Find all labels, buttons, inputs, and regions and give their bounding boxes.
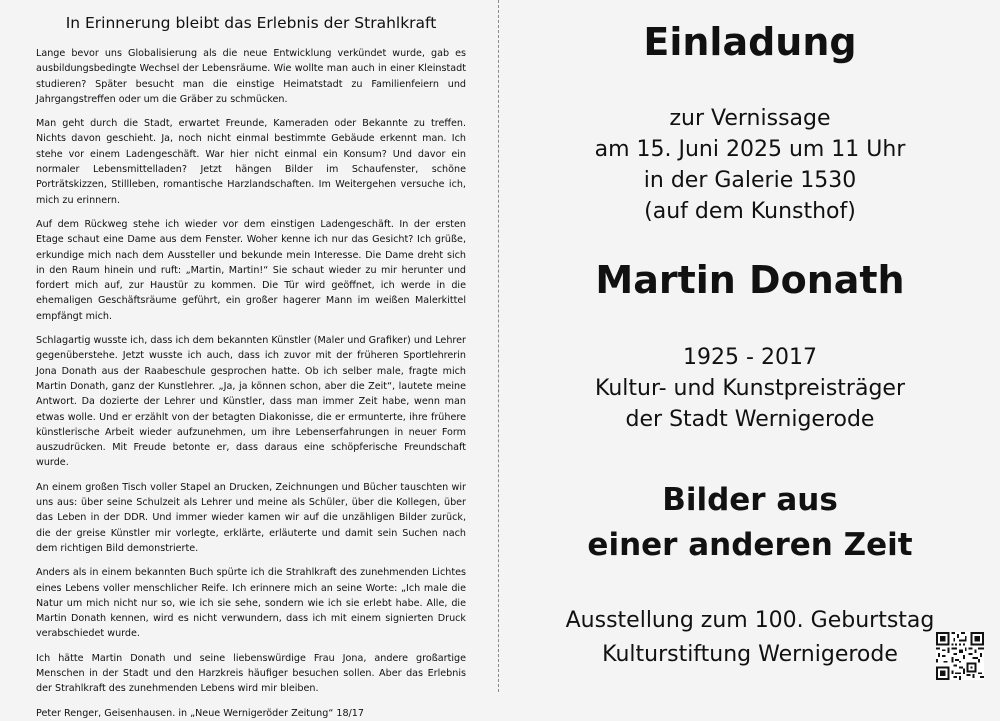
foundation-name: Kulturstiftung Wernigerode [602,642,898,667]
vernissage-details [500,103,1000,227]
exhibition-occasion: Ausstellung zum 100. Geburtstag [565,608,935,633]
invitation-footer [500,604,1000,672]
article-paragraph: An einem großen Tisch voller Stapel an Drucken, Zeichnungen und Bücher tauschten wir uns aus: über seine Schulzeit als Lehrer und meine als Schüler, über die Kollegen, über das Leben in der DDR. Und immer wieder kamen wir auf die unzähligen Bilder zurück, die der greise Künstler mir vorlegte, erklärte, erläuterte und damit sein Suchen nach dem richtigen Bild demonstrierte. [36,481,466,554]
artist-award-city: der Stadt Wernigerode [625,407,875,432]
exhibition-title-line: einer anderen Zeit [587,527,913,563]
artist-name: Martin Donath [595,258,905,302]
artist-lifespan: 1925 - 2017 [683,345,817,370]
article-title: In Erinnerung bleibt das Erlebnis der Strahlkraft [65,14,437,32]
article-paragraph: Schlagartig wusste ich, dass ich dem bekannten Künstler (Maler und Grafiker) und Lehrer gegenüberstehe. Jetzt wusste ich auch, dass ich zuvor mit der früheren Sportlehrerin Jona Donath aus der Raabeschule gesprochen hatte. Ob ich selber male, fragte mich Martin Donath, ganz der Kunstlehrer. „Ja, ja können schon, aber die Zeit“, lautete meine Antwort. Da dozierte der Lehrer und Künstler, dass man immer Zeit habe, wenn man etwas wolle. Und er erzählt von der betagten Diakonisse, die er ermunterte, ihre frühere künstlerische Arbeit wieder aufzunehmen, um ihre Lebenserfahrungen in neuer Form auszudrücken. Mit Freude betonte er, dass daraus eine schöpferische Freundschaft wurde. [36,335,466,469]
fold-divider [498,0,499,692]
invitation-panel [500,0,1000,692]
article-paragraph: Auf dem Rückweg stehe ich wieder vor dem einstigen Ladengeschäft. In der ersten Etage schaut eine Dame aus dem Fenster. Woher kenne ich nur das Gesicht? Ich grüße, erkundige mich nach dem Aussteller und bekunde mein Interesse. Die Dame dreht sich in den Raum hinein und ruft: „Martin, Martin!“ Sie schaut wieder zu mir herunter und fordert mich auf, zur Haustür zu kommen. Die Tür wird geöffnet, ich werde in die ehemaligen Geschäftsräume geführt, ein großer hagerer Mann im weißen Malerkittel empfängt mich. [36,218,466,322]
article-paragraph: Ich hätte Martin Donath und seine liebenswürdige Frau Jona, andere großartige Menschen in der Stadt und den Harzkreis häufiger besuchen sollen. Aber das Erlebnis der Strahlkraft des zunehmenden Lebens wird mir bleiben. [36,652,466,695]
exhibition-title [500,478,1000,568]
exhibition-title-line: Bilder aus [662,482,838,518]
article-paragraph: Anders als in einem bekannten Buch spürte ich die Strahlkraft des zunehmenden Lichtes eines Lebens voller menschlicher Reife. Ich erinnere mich an seine Worte: „Ich male die Natur um mich nicht nur so, wie ich sie sehe, sondern wie ich sie erlebt habe. Alle, die Martin Donath kennen, wird es nicht verwundern, dass ich mit einem signierten Druck verabschiedet wurde. [36,567,466,640]
artist-details [500,342,1000,435]
article-credit: Peter Renger, Geisenhausen. in „Neue Wernigeröder Zeitung“ 18/17 [36,707,364,719]
vernissage-line: zur Vernissage [669,106,831,131]
vernissage-venue-line: in der Galerie 1530 [643,168,857,193]
article-paragraph: Man geht durch die Stadt, erwartet Freunde, Kameraden oder Bekannte zu treffen. Nichts davon geschieht. Ja, noch nicht einmal bestimmte Gebäude erkennt man. Ich stehe vor einem Ladengeschäft. War hier nicht einmal ein Konsum? Und davor ein normaler Lebensmittelladen? Jetzt hängen Bilder im Schaufenster, schöne Porträtskizzen, Stillleben, romantische Harzlandschaften. Im Weitergehen versuche ich, mich zu erinnern. [36,118,466,206]
article-paragraph: Lange bevor uns Globalisierung als die neue Entwicklung verkündet wurde, gab es ausbildungsbedingte Wechsel der Lebensräume. Wie wollte man auch in einer Kleinstadt studieren? Später besucht man die einstige Heimatstadt zu Familienfeiern und Jahrgangstreffen oder um die Gräber zu schmücken. [36,48,466,105]
vernissage-location-line: (auf dem Kunsthof) [644,199,856,224]
vernissage-date-line: am 15. Juni 2025 um 11 Uhr [594,137,906,162]
article-panel [0,0,498,719]
invitation-heading: Einladung [643,20,857,64]
qr-code-icon [936,632,984,680]
artist-award-line: Kultur- und Kunstpreisträger [594,376,905,401]
